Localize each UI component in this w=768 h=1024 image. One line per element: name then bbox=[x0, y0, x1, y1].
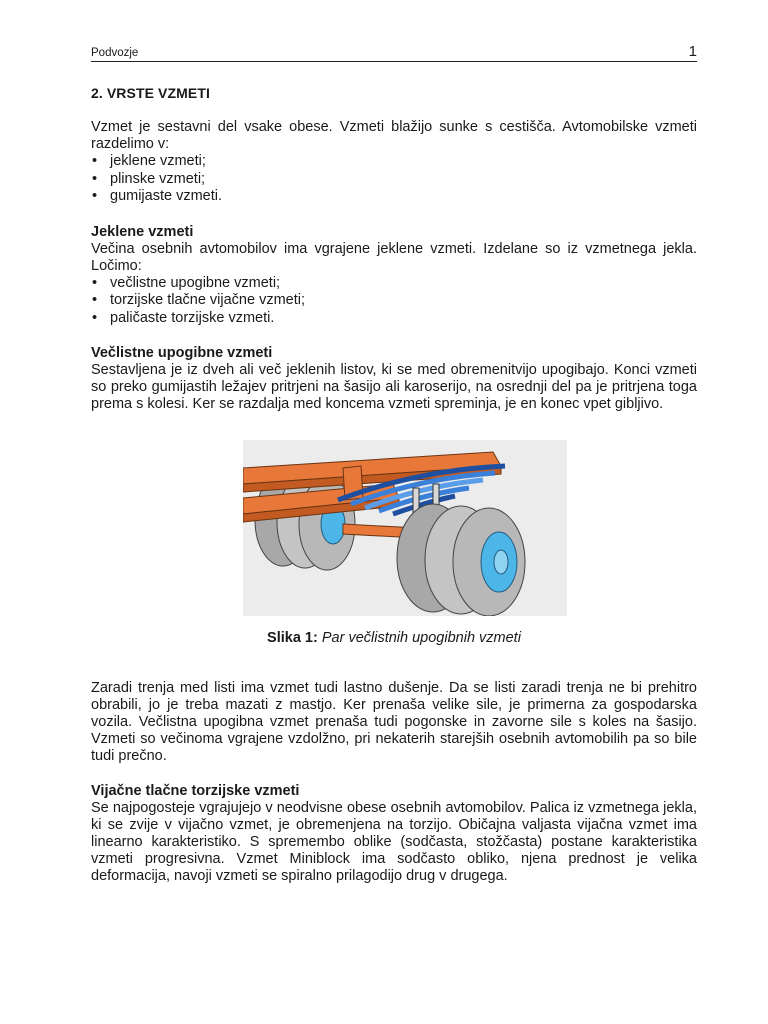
steel-subheading: Jeklene vzmeti bbox=[91, 223, 194, 240]
leaf-section bbox=[91, 345, 697, 413]
list-item: • plinske vzmeti; bbox=[91, 171, 697, 189]
section-heading: 2. VRSTE VZMETI bbox=[91, 85, 210, 101]
page-header bbox=[91, 40, 697, 62]
right-wheels bbox=[397, 504, 525, 616]
leaf-paragraph: Sestavljena je iz dveh ali več jeklenih listov, ki se med obremenitvijo upogibajo. Konci vzmeti so preko gumijastih ležajev pritrjeni na šasijo ali karoserijo, na osrednji del pa je pritrjena toga prema s kolesi. Ker se razdalja med koncema vzmeti spreminja, je en konec vpet gibljivo. bbox=[91, 362, 697, 412]
figure-caption bbox=[91, 630, 697, 646]
page-number: 1 bbox=[688, 43, 697, 60]
coil-paragraph: Se najpogosteje vgrajujejo v neodvisne obese osebnih avtomobilov. Palica iz vzmetnega jekla, ki se zvije v vijačno vzmet, je obremenjena na torzijo. Običajna valjasta vijačna vzmet ima linearno karakteristiko. S spremembo oblike (sodčasta, stožčasta) postane karakteristika vzmeti progresivna. Vzmet Miniblock ima sodčasto obliko, njena prednost je velika deformacija, navoji vzmeti se spiralno prilagodijo drug v drugega. bbox=[91, 800, 697, 884]
leaf-spring-drawing bbox=[243, 440, 567, 616]
coil-section bbox=[91, 783, 697, 885]
intro-paragraph: Vzmet je sestavni del vsake obese. Vzmeti blažijo sunke s cestišča. Avtomobilske vzmeti razdelimo v: bbox=[91, 119, 697, 152]
steel-paragraph: Večina osebnih avtomobilov ima vgrajene jeklene vzmeti. Izdelane so iz vzmetnega jekla. Ločimo: bbox=[91, 240, 697, 274]
list-item: • jeklene vzmeti; bbox=[91, 153, 697, 171]
intro-section bbox=[91, 119, 697, 206]
list-item: • torzijske tlačne vijačne vzmeti; bbox=[91, 292, 697, 310]
header-title: Podvozje bbox=[91, 47, 139, 59]
list-item: • večlistne upogibne vzmeti; bbox=[91, 275, 697, 293]
leaf-spring-illustration bbox=[243, 440, 567, 616]
leaf-subheading: Večlistne upogibne vzmeti bbox=[91, 345, 273, 361]
document-page bbox=[91, 40, 697, 885]
list-item: • gumijaste vzmeti. bbox=[91, 188, 697, 206]
intro-list bbox=[91, 153, 697, 206]
caption-text: Par večlistnih upogibnih vzmeti bbox=[321, 630, 521, 646]
list-item: • paličaste torzijske vzmeti. bbox=[91, 310, 697, 328]
caption-label: Slika 1: bbox=[267, 630, 318, 646]
steel-list bbox=[91, 275, 697, 328]
coil-subheading: Vijačne tlačne torzijske vzmeti bbox=[91, 783, 300, 799]
damping-section bbox=[91, 680, 697, 765]
steel-section bbox=[91, 224, 697, 328]
damping-paragraph: Zaradi trenja med listi ima vzmet tudi lastno dušenje. Da se listi zaradi trenja ne bi prehitro obrabili, jo je treba mazati z mastjo. Ker prenaša velike sile, je primerna za gospodarska vozila. Večlistna upogibna vzmet prenaša tudi pogonske in zavorne sile s koles na šasijo. Vzmeti so večinoma vgrajene vzdolžno, pri nekaterih starejših osebnih avtomobilih pa so bile tudi prečno. bbox=[91, 680, 697, 764]
